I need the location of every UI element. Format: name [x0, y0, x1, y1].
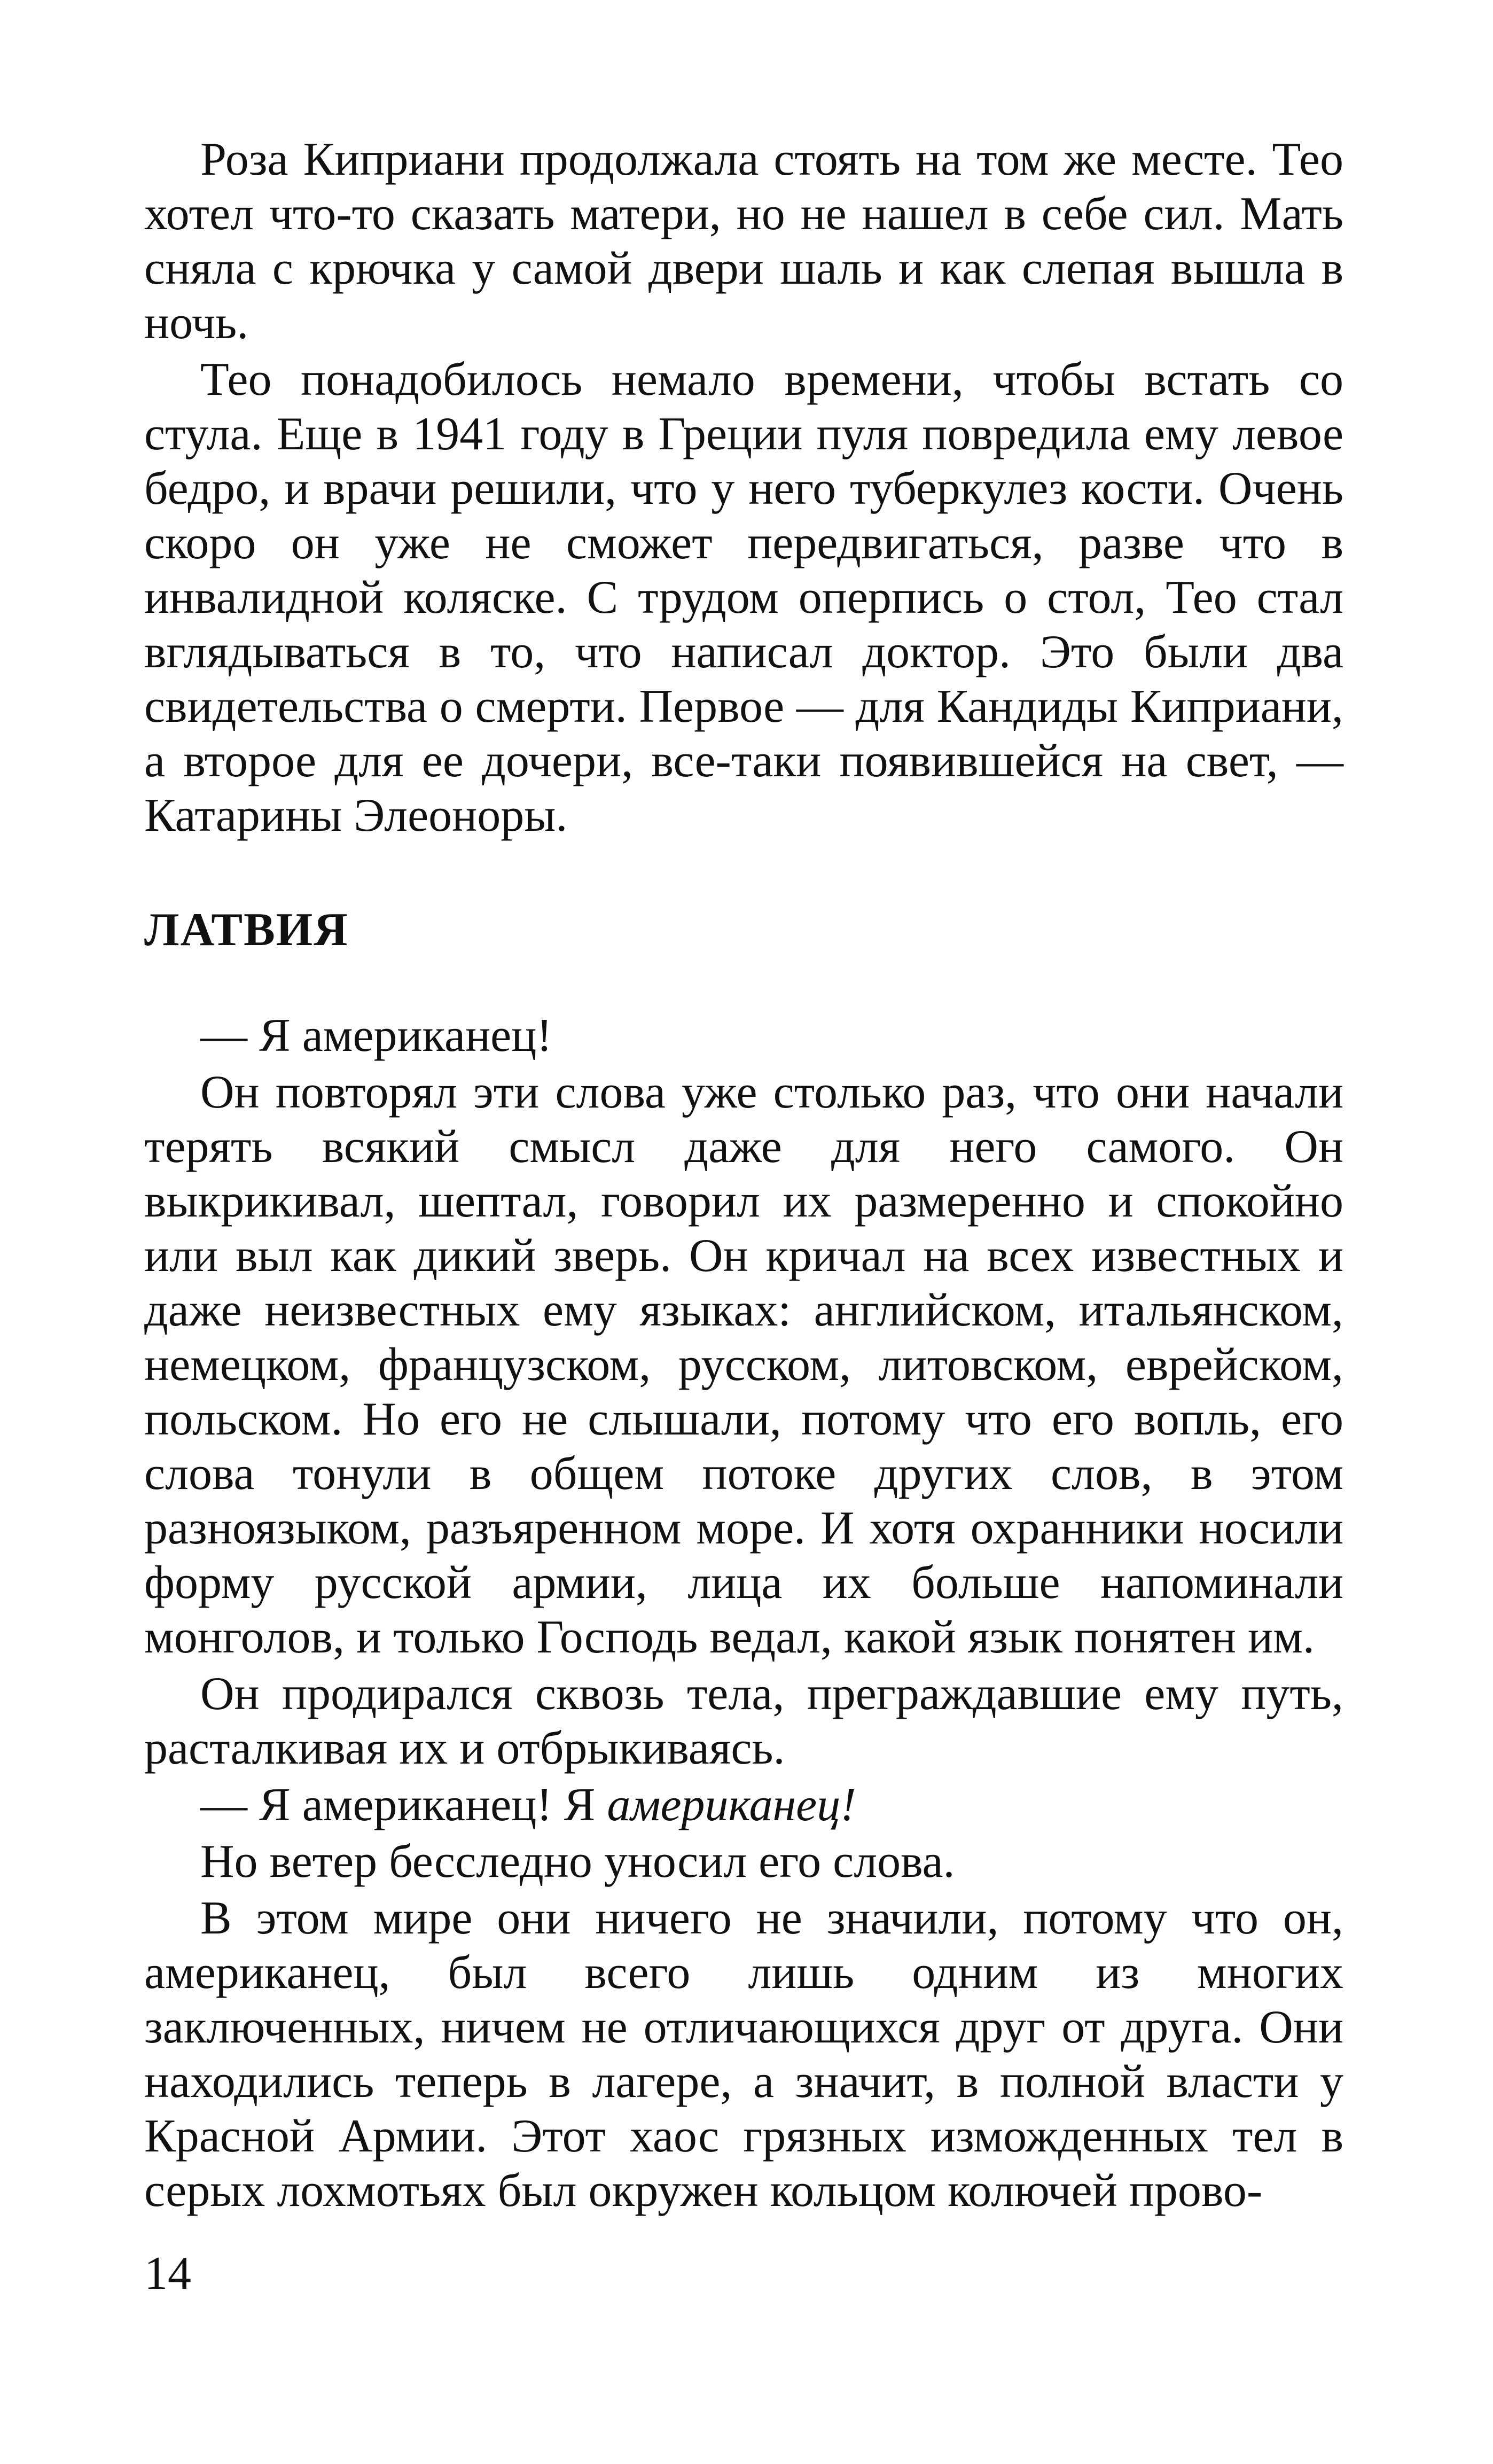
section-latvia-text — [144, 1009, 1343, 2218]
section-top-text — [144, 132, 1343, 843]
paragraph: Роза Киприани продолжала стоять на том же месте. Тео хотел что-то сказать матери, но не нашел в себе сил. Мать сняла с крючка у самой двери шаль и как слепая вышла в ночь. — [144, 134, 1343, 349]
paragraph: Но ветер бесследно уносил его слова. — [200, 1836, 955, 1888]
chapter-heading: ЛАТВИЯ — [144, 904, 349, 956]
paragraph: Он продирался сквозь тела, преграждавшие ему путь, расталкивая их и отбрыкиваясь. — [144, 1668, 1343, 1774]
dialogue-text: — Я американец! Я — [200, 1779, 607, 1831]
paragraph: Он повторял эти слова уже столько раз, что они начали терять всякий смысл даже для него самого. Он выкрикивал, шептал, говорил их размеренно и спокойно или выл как дикий зверь. Он кричал на всех известных и даже неизвестных ему языках: английском, итальянском, немецком, французском, русском, литовском, еврейском, польском. Но его не слышали, потому что его вопль, его слова тонули в общем потоке других слов, в этом разноязыком, разъяренном море. И хотя охранники носили форму русской армии, лица их больше напоминали монголов, и только Господь ведал, какой язык понятен им. — [144, 1066, 1343, 1663]
dialogue-line — [144, 1778, 1343, 1833]
page-number: 14 — [144, 2248, 191, 2299]
paragraph: В этом мире они ничего не значили, потому что он, американец, был всего лишь одним из многих заключенных, ничем не отличающихся друг от друга. Они находились теперь в лагере, а значит, в полной власти у Красной Армии. Этот хаос грязных изможденных тел в серых лохмотьях был окружен кольцом колючей прово- — [144, 1892, 1343, 2217]
dialogue-emphasis: американец! — [607, 1779, 856, 1831]
paragraph: Тео понадобилось немало времени, чтобы встать со стула. Еще в 1941 году в Греции пуля повредила ему левое бедро, и врачи решили, что у него туберкулез кости. Очень скоро он уже не сможет передвигаться, разве что в инвалидной коляске. С трудом оперпись о стол, Тео стал вглядываться в то, что написал доктор. Это были два свидетельства о смерти. Первое — для Кандиды Киприани, а второе для ее дочери, все-таки появившейся на свет, — Катарины Элеоноры. — [144, 354, 1343, 841]
dialogue-line: — Я американец! — [200, 1010, 552, 1062]
